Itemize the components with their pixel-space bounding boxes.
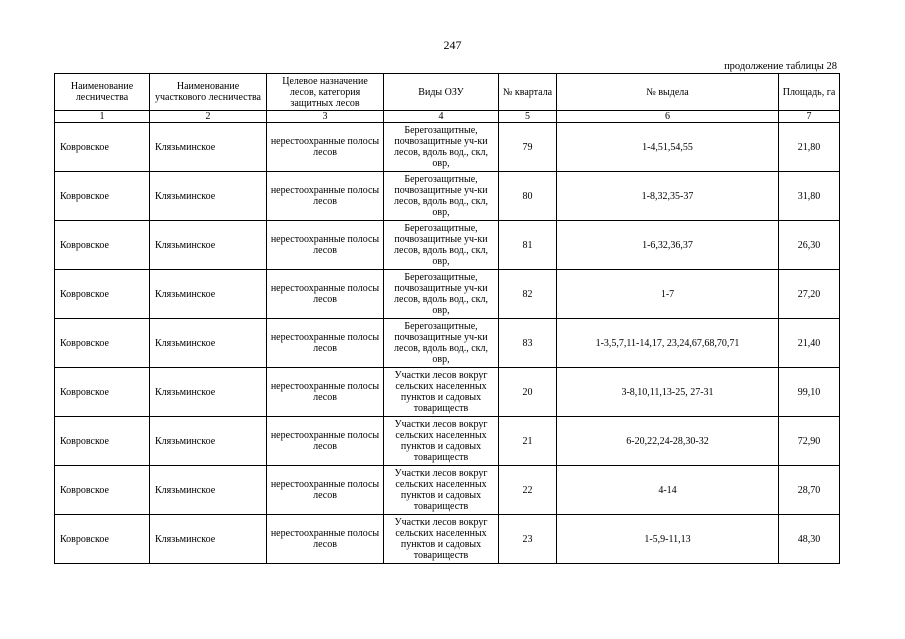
- cell-plots: 1-6,32,36,37: [557, 221, 779, 270]
- column-number: 1: [55, 111, 150, 123]
- cell-ozu: Берегозащитные, почвозащитные уч-ки лесов, вдоль вод., скл, овр,: [384, 270, 499, 319]
- cell-forestry: Ковровское: [55, 221, 150, 270]
- table-continuation-label: продолжение таблицы 28: [724, 61, 837, 72]
- cell-plots: 1-7: [557, 270, 779, 319]
- page-number: 247: [443, 38, 462, 52]
- table-body: [55, 123, 840, 564]
- cell-ozu: Берегозащитные, почвозащитные уч-ки лесов, вдоль вод., скл, овр,: [384, 123, 499, 172]
- cell-plots: 1-8,32,35-37: [557, 172, 779, 221]
- cell-purpose: нерестоохранные полосы лесов: [267, 172, 384, 221]
- cell-forestry: Ковровское: [55, 123, 150, 172]
- cell-ozu: Участки лесов вокруг сельских населенных пунктов и садовых товариществ: [384, 368, 499, 417]
- cell-district: Клязьминское: [150, 515, 267, 564]
- cell-ozu: Участки лесов вокруг сельских населенных пунктов и садовых товариществ: [384, 515, 499, 564]
- header-area: Площадь, га: [779, 74, 840, 111]
- cell-purpose: нерестоохранные полосы лесов: [267, 221, 384, 270]
- cell-forestry: Ковровское: [55, 270, 150, 319]
- cell-area: 21,80: [779, 123, 840, 172]
- cell-purpose: нерестоохранные полосы лесов: [267, 123, 384, 172]
- cell-plots: 4-14: [557, 466, 779, 515]
- cell-plots: 1-4,51,54,55: [557, 123, 779, 172]
- cell-district: Клязьминское: [150, 123, 267, 172]
- cell-quarter: 80: [499, 172, 557, 221]
- column-number-row: [55, 111, 840, 123]
- cell-area: 99,10: [779, 368, 840, 417]
- cell-quarter: 21: [499, 417, 557, 466]
- column-number: 3: [267, 111, 384, 123]
- cell-purpose: нерестоохранные полосы лесов: [267, 368, 384, 417]
- cell-district: Клязьминское: [150, 417, 267, 466]
- column-number: 6: [557, 111, 779, 123]
- table-row: [55, 466, 840, 515]
- table-row: [55, 172, 840, 221]
- header-forestry: Наименование лесничества: [55, 74, 150, 111]
- cell-area: 28,70: [779, 466, 840, 515]
- cell-plots: 1-3,5,7,11-14,17, 23,24,67,68,70,71: [557, 319, 779, 368]
- table-header-row: [55, 74, 840, 111]
- cell-quarter: 83: [499, 319, 557, 368]
- cell-quarter: 20: [499, 368, 557, 417]
- cell-forestry: Ковровское: [55, 319, 150, 368]
- column-number: 7: [779, 111, 840, 123]
- cell-district: Клязьминское: [150, 270, 267, 319]
- table-row: [55, 368, 840, 417]
- cell-forestry: Ковровское: [55, 172, 150, 221]
- cell-area: 26,30: [779, 221, 840, 270]
- cell-plots: 3-8,10,11,13-25, 27-31: [557, 368, 779, 417]
- cell-purpose: нерестоохранные полосы лесов: [267, 466, 384, 515]
- cell-plots: 1-5,9-11,13: [557, 515, 779, 564]
- table-row: [55, 123, 840, 172]
- cell-district: Клязьминское: [150, 368, 267, 417]
- header-quarter: № квартала: [499, 74, 557, 111]
- forest-zones-table: [54, 73, 840, 564]
- cell-area: 72,90: [779, 417, 840, 466]
- cell-district: Клязьминское: [150, 319, 267, 368]
- cell-quarter: 22: [499, 466, 557, 515]
- cell-ozu: Участки лесов вокруг сельских населенных пунктов и садовых товариществ: [384, 417, 499, 466]
- cell-quarter: 81: [499, 221, 557, 270]
- header-ozu: Виды ОЗУ: [384, 74, 499, 111]
- cell-quarter: 23: [499, 515, 557, 564]
- table-row: [55, 221, 840, 270]
- cell-area: 31,80: [779, 172, 840, 221]
- cell-district: Клязьминское: [150, 466, 267, 515]
- cell-quarter: 82: [499, 270, 557, 319]
- table-row: [55, 515, 840, 564]
- cell-purpose: нерестоохранные полосы лесов: [267, 270, 384, 319]
- cell-forestry: Ковровское: [55, 466, 150, 515]
- cell-area: 27,20: [779, 270, 840, 319]
- cell-forestry: Ковровское: [55, 368, 150, 417]
- header-purpose: Целевое назначение лесов, категория защитных лесов: [267, 74, 384, 111]
- cell-plots: 6-20,22,24-28,30-32: [557, 417, 779, 466]
- cell-purpose: нерестоохранные полосы лесов: [267, 515, 384, 564]
- cell-area: 21,40: [779, 319, 840, 368]
- column-number: 5: [499, 111, 557, 123]
- cell-quarter: 79: [499, 123, 557, 172]
- cell-purpose: нерестоохранные полосы лесов: [267, 417, 384, 466]
- table-row: [55, 270, 840, 319]
- cell-area: 48,30: [779, 515, 840, 564]
- cell-district: Клязьминское: [150, 172, 267, 221]
- cell-purpose: нерестоохранные полосы лесов: [267, 319, 384, 368]
- cell-ozu: Берегозащитные, почвозащитные уч-ки лесов, вдоль вод., скл, овр,: [384, 319, 499, 368]
- header-plots: № выдела: [557, 74, 779, 111]
- cell-ozu: Берегозащитные, почвозащитные уч-ки лесов, вдоль вод., скл, овр,: [384, 172, 499, 221]
- column-number: 2: [150, 111, 267, 123]
- cell-district: Клязьминское: [150, 221, 267, 270]
- cell-forestry: Ковровское: [55, 515, 150, 564]
- table-row: [55, 319, 840, 368]
- column-number: 4: [384, 111, 499, 123]
- table-row: [55, 417, 840, 466]
- header-district: Наименование участкового лесничества: [150, 74, 267, 111]
- cell-ozu: Участки лесов вокруг сельских населенных пунктов и садовых товариществ: [384, 466, 499, 515]
- cell-forestry: Ковровское: [55, 417, 150, 466]
- cell-ozu: Берегозащитные, почвозащитные уч-ки лесов, вдоль вод., скл, овр,: [384, 221, 499, 270]
